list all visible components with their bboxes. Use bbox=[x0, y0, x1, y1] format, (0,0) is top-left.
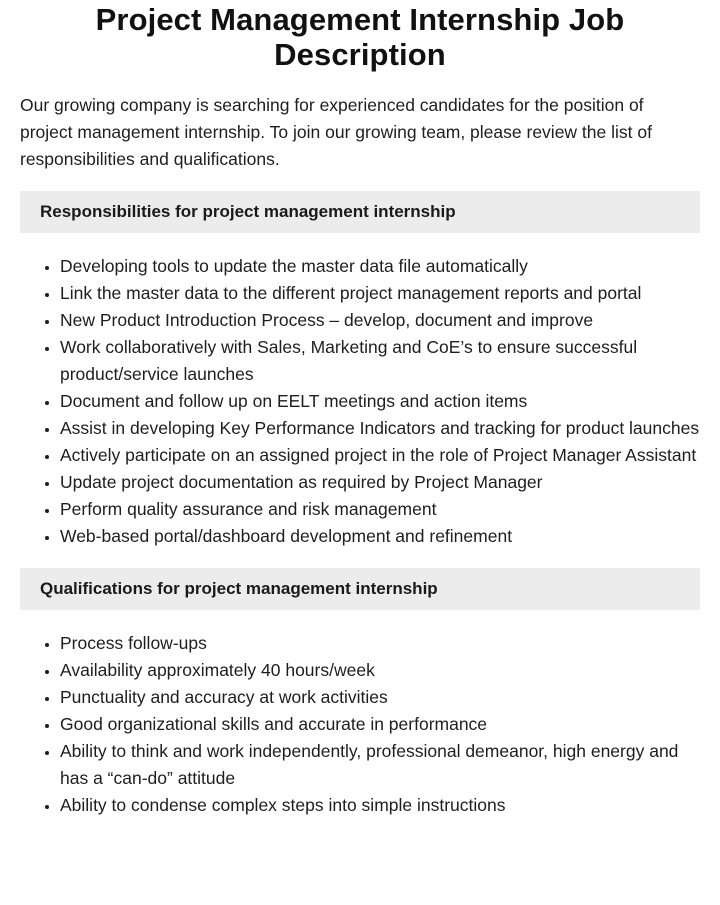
qualification-item: • Punctuality and accuracy at work activities bbox=[60, 684, 700, 711]
qualifications-list bbox=[20, 630, 700, 819]
responsibility-item: • Web-based portal/dashboard development and refinement bbox=[60, 523, 700, 550]
responsibilities-heading: Responsibilities for project management internship bbox=[20, 191, 700, 233]
qualification-item: • Good organizational skills and accurate in performance bbox=[60, 711, 700, 738]
responsibility-item: • Link the master data to the different project management reports and portal bbox=[60, 280, 700, 307]
qualification-item: • Ability to condense complex steps into simple instructions bbox=[60, 792, 700, 819]
responsibility-item: • New Product Introduction Process – develop, document and improve bbox=[60, 307, 700, 334]
responsibility-item: • Actively participate on an assigned project in the role of Project Manager Assistant bbox=[60, 442, 700, 469]
intro-paragraph: Our growing company is searching for experienced candidates for the position of project management internship. To join our growing team, please review the list of responsibilities and qualifications. bbox=[20, 95, 652, 169]
qualification-item: • Availability approximately 40 hours/week bbox=[60, 657, 700, 684]
responsibility-item: • Update project documentation as required by Project Manager bbox=[60, 469, 700, 496]
job-description-page bbox=[0, 2, 720, 819]
qualification-item: • Process follow-ups bbox=[60, 630, 700, 657]
qualifications-heading: Qualifications for project management internship bbox=[20, 568, 700, 610]
responsibility-item: • Assist in developing Key Performance Indicators and tracking for product launches bbox=[60, 415, 700, 442]
responsibilities-list bbox=[20, 253, 700, 550]
page-title: Project Management Internship Job Description bbox=[95, 2, 625, 72]
responsibility-item: • Work collaboratively with Sales, Marketing and CoE’s to ensure successful product/service launches bbox=[60, 334, 700, 388]
responsibility-item: • Perform quality assurance and risk management bbox=[60, 496, 700, 523]
qualification-item: • Ability to think and work independently, professional demeanor, high energy and has a “can-do” attitude bbox=[60, 738, 700, 792]
responsibility-item: • Document and follow up on EELT meetings and action items bbox=[60, 388, 700, 415]
responsibility-item: • Developing tools to update the master data file automatically bbox=[60, 253, 700, 280]
